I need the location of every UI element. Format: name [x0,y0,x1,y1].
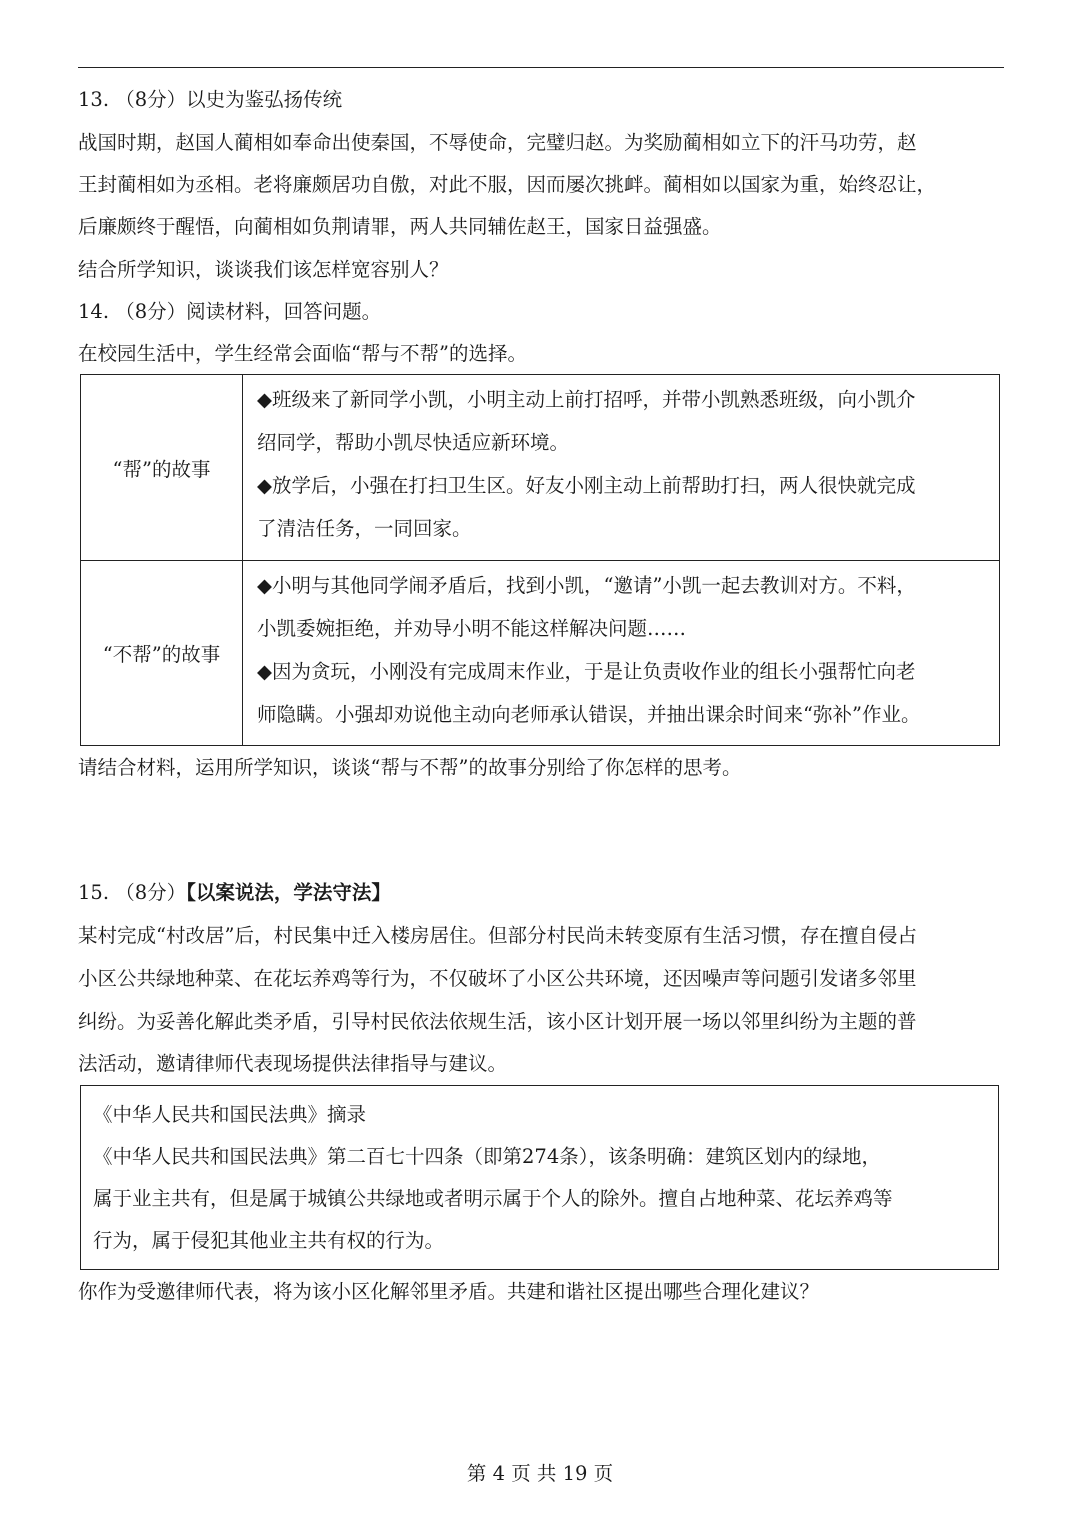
nohelp-story-label: “不帮”的故事 [81,561,243,746]
q15-text-line: 法活动，邀请律师代表现场提供法律指导与建议。 [78,1052,508,1075]
story-table [80,374,1000,746]
page-number: 第 4 页 共 19 页 [466,1462,614,1485]
nohelp-story-line: ◆小明与其他同学闹矛盾后，找到小凯，“邀请”小凯一起去教训对方。不料， [257,574,916,597]
q14-title: 14. （8分）阅读材料，回答问题。 [78,300,382,323]
help-story-cell [243,375,1000,561]
q14-intro: 在校园生活中，学生经常会面临“帮与不帮”的选择。 [78,342,527,365]
q13-title: 13. （8分）以史为鉴弘扬传统 [78,88,343,111]
help-story-line: ◆放学后，小强在打扫卫生区。好友小刚主动上前帮助打扫，两人很快就完成 [257,474,916,497]
nohelp-story-line: ◆因为贪玩，小刚没有完成周末作业，于是让负责收作业的组长小强帮忙向老 [257,660,916,683]
help-story-line: 绍同学，帮助小凯尽快适应新环境。 [257,431,570,454]
law-box-heading: 《中华人民共和国民法典》摘录 [93,1103,367,1126]
table-row-nohelp [81,561,1000,746]
law-box-line: 属于业主共有，但是属于城镇公共绿地或者明示属于个人的除外。擅自占地种菜、花坛养鸡等 [93,1187,893,1210]
q15-question: 你作为受邀律师代表，将为该小区化解邻里矛盾。共建和谐社区提出哪些合理化建议？ [78,1280,820,1303]
q15-text-line: 纠纷。为妥善化解此类矛盾，引导村民依法依规生活，该小区计划开展一场以邻里纠纷为主题的普 [78,1010,917,1033]
nohelp-story-line: 小凯委婉拒绝，并劝导小明不能这样解决问题…… [257,617,687,640]
q13-text-line: 战国时期，赵国人蔺相如奉命出使秦国，不辱使命，完璧归赵。为奖励蔺相如立下的汗马功劳，赵 [78,131,917,154]
help-story-line: ◆班级来了新同学小凯，小明主动上前打招呼，并带小凯熟悉班级，向小凯介 [257,388,916,411]
law-box-line: 行为，属于侵犯其他业主共有权的行为。 [93,1229,445,1252]
nohelp-story-line: 师隐瞒。小强却劝说他主动向老师承认错误，并抽出课余时间来“弥补”作业。 [257,703,921,726]
q15-title [78,880,391,906]
help-story-label: “帮”的故事 [81,375,243,561]
header-rule [78,67,1004,68]
q15-title-topic: 【以案说法，学法守法】 [186,881,391,904]
q13-text-line: 后廉颇终于醒悟，向蔺相如负荆请罪，两人共同辅佐赵王，国家日益强盛。 [78,215,722,238]
help-story-line: 了清洁任务，一同回家。 [257,517,472,540]
law-box-line: 《中华人民共和国民法典》第二百七十四条（即第274条），该条明确：建筑区划内的绿地， [93,1145,881,1168]
q13-text-line: 王封蔺相如为丞相。老将廉颇居功自傲，对此不服，因而屡次挑衅。蔺相如以国家为重，始终忍让， [78,173,937,196]
nohelp-story-cell [243,561,1000,746]
q13-question: 结合所学知识，谈谈我们该怎样宽容别人？ [78,258,449,281]
table-row-help [81,375,1000,561]
q14-question: 请结合材料，运用所学知识，谈谈“帮与不帮”的故事分别给了你怎样的思考。 [78,756,742,779]
law-excerpt-box [80,1085,999,1270]
q15-text-line: 某村完成“村改居”后，村民集中迁入楼房居住。但部分村民尚未转变原有生活习惯，存在擅自侵占 [78,924,917,947]
q15-text-line: 小区公共绿地种菜、在花坛养鸡等行为，不仅破坏了小区公共环境，还因噪声等问题引发诸多邻里 [78,967,917,990]
q15-title-prefix: 15. （8分） [78,881,187,904]
